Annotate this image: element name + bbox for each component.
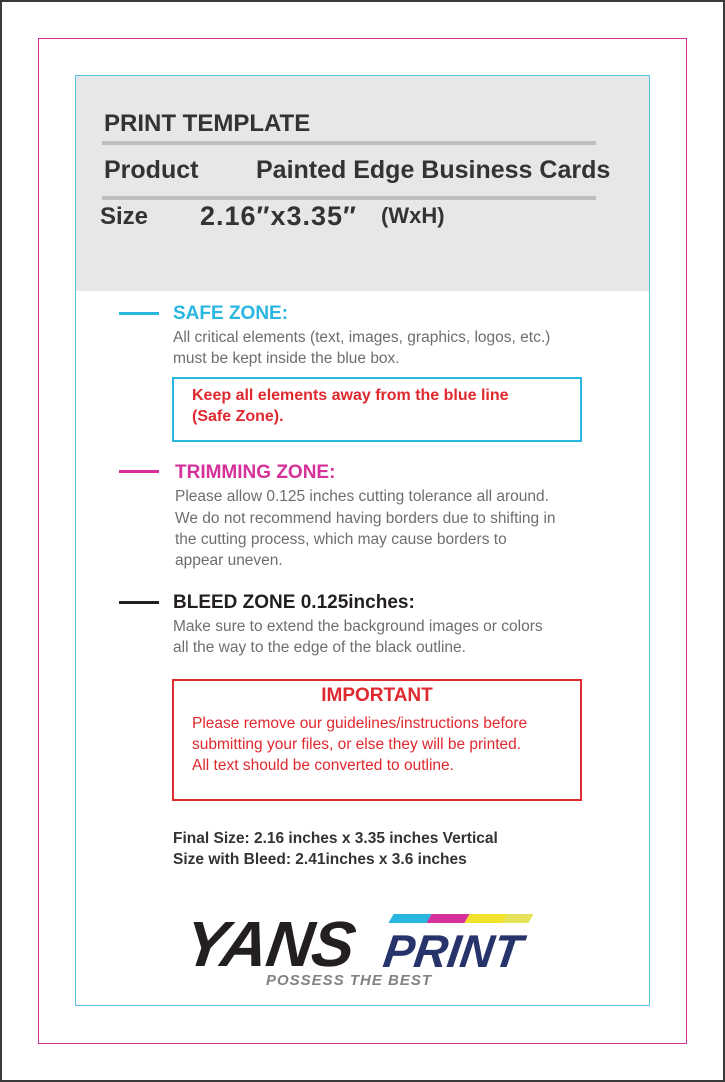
trimming-zone-text-3: the cutting process, which may cause borders to: [175, 531, 507, 548]
size-label: Size: [100, 203, 149, 230]
product-label: Product: [104, 156, 199, 184]
bleed-size-text: Size with Bleed: 2.41inches x 3.6 inches: [173, 851, 467, 868]
bleed-zone-heading: BLEED ZONE 0.125inches:: [173, 592, 415, 613]
important-box: [172, 679, 582, 801]
important-text-3: All text should be converted to outline.: [192, 757, 454, 774]
logo-magenta-bar: [426, 914, 469, 923]
header-rule-1: [102, 141, 596, 145]
important-text-2: submitting your files, or else they will be printed.: [192, 736, 522, 753]
logo-yellow-bar: [464, 914, 507, 923]
bleed-zone-text-2: all the way to the edge of the black outline.: [173, 639, 466, 656]
important-text-1: Please remove our guidelines/instructions before: [192, 715, 528, 732]
safe-zone-notice-box: [172, 377, 582, 442]
logo-tagline: POSSESS THE BEST: [266, 972, 433, 989]
trimming-zone-text-1: Please allow 0.125 inches cutting tolerance all around.: [175, 488, 549, 505]
trimming-zone-text-2: We do not recommend having borders due to shifting in: [175, 510, 556, 527]
header-rule-2: [102, 196, 596, 200]
safe-zone-heading: SAFE ZONE:: [173, 303, 289, 324]
bleed-zone-legend-line: [119, 601, 159, 604]
product-value: Painted Edge Business Cards: [256, 156, 611, 184]
safe-zone-notice-line-1: Keep all elements away from the blue line: [192, 387, 509, 404]
bleed-zone-text-1: Make sure to extend the background images or colors: [173, 618, 543, 635]
logo-yellow-bar-2: [502, 914, 533, 923]
trimming-zone-heading: TRIMMING ZONE:: [175, 462, 336, 483]
safe-zone-text-2: must be kept inside the blue box.: [173, 350, 400, 367]
trimming-zone-text-4: appear uneven.: [175, 552, 283, 569]
logo-name-main: YANS: [179, 908, 360, 980]
logo-name-print: PRINT: [380, 925, 526, 977]
size-value: 2.16″x3.35″: [200, 201, 357, 231]
safe-zone-text-1: All critical elements (text, images, graphics, logos, etc.): [173, 329, 551, 346]
logo-cyan-bar: [388, 914, 431, 923]
final-size-text: Final Size: 2.16 inches x 3.35 inches Vertical: [173, 830, 498, 847]
safe-zone-legend-line: [119, 312, 159, 315]
important-title: IMPORTANT: [321, 685, 433, 706]
size-unit: (WxH): [381, 203, 445, 228]
safe-zone-notice-line-2: (Safe Zone).: [192, 408, 284, 425]
trimming-zone-legend-line: [119, 470, 159, 473]
template-title: PRINT TEMPLATE: [104, 110, 311, 137]
